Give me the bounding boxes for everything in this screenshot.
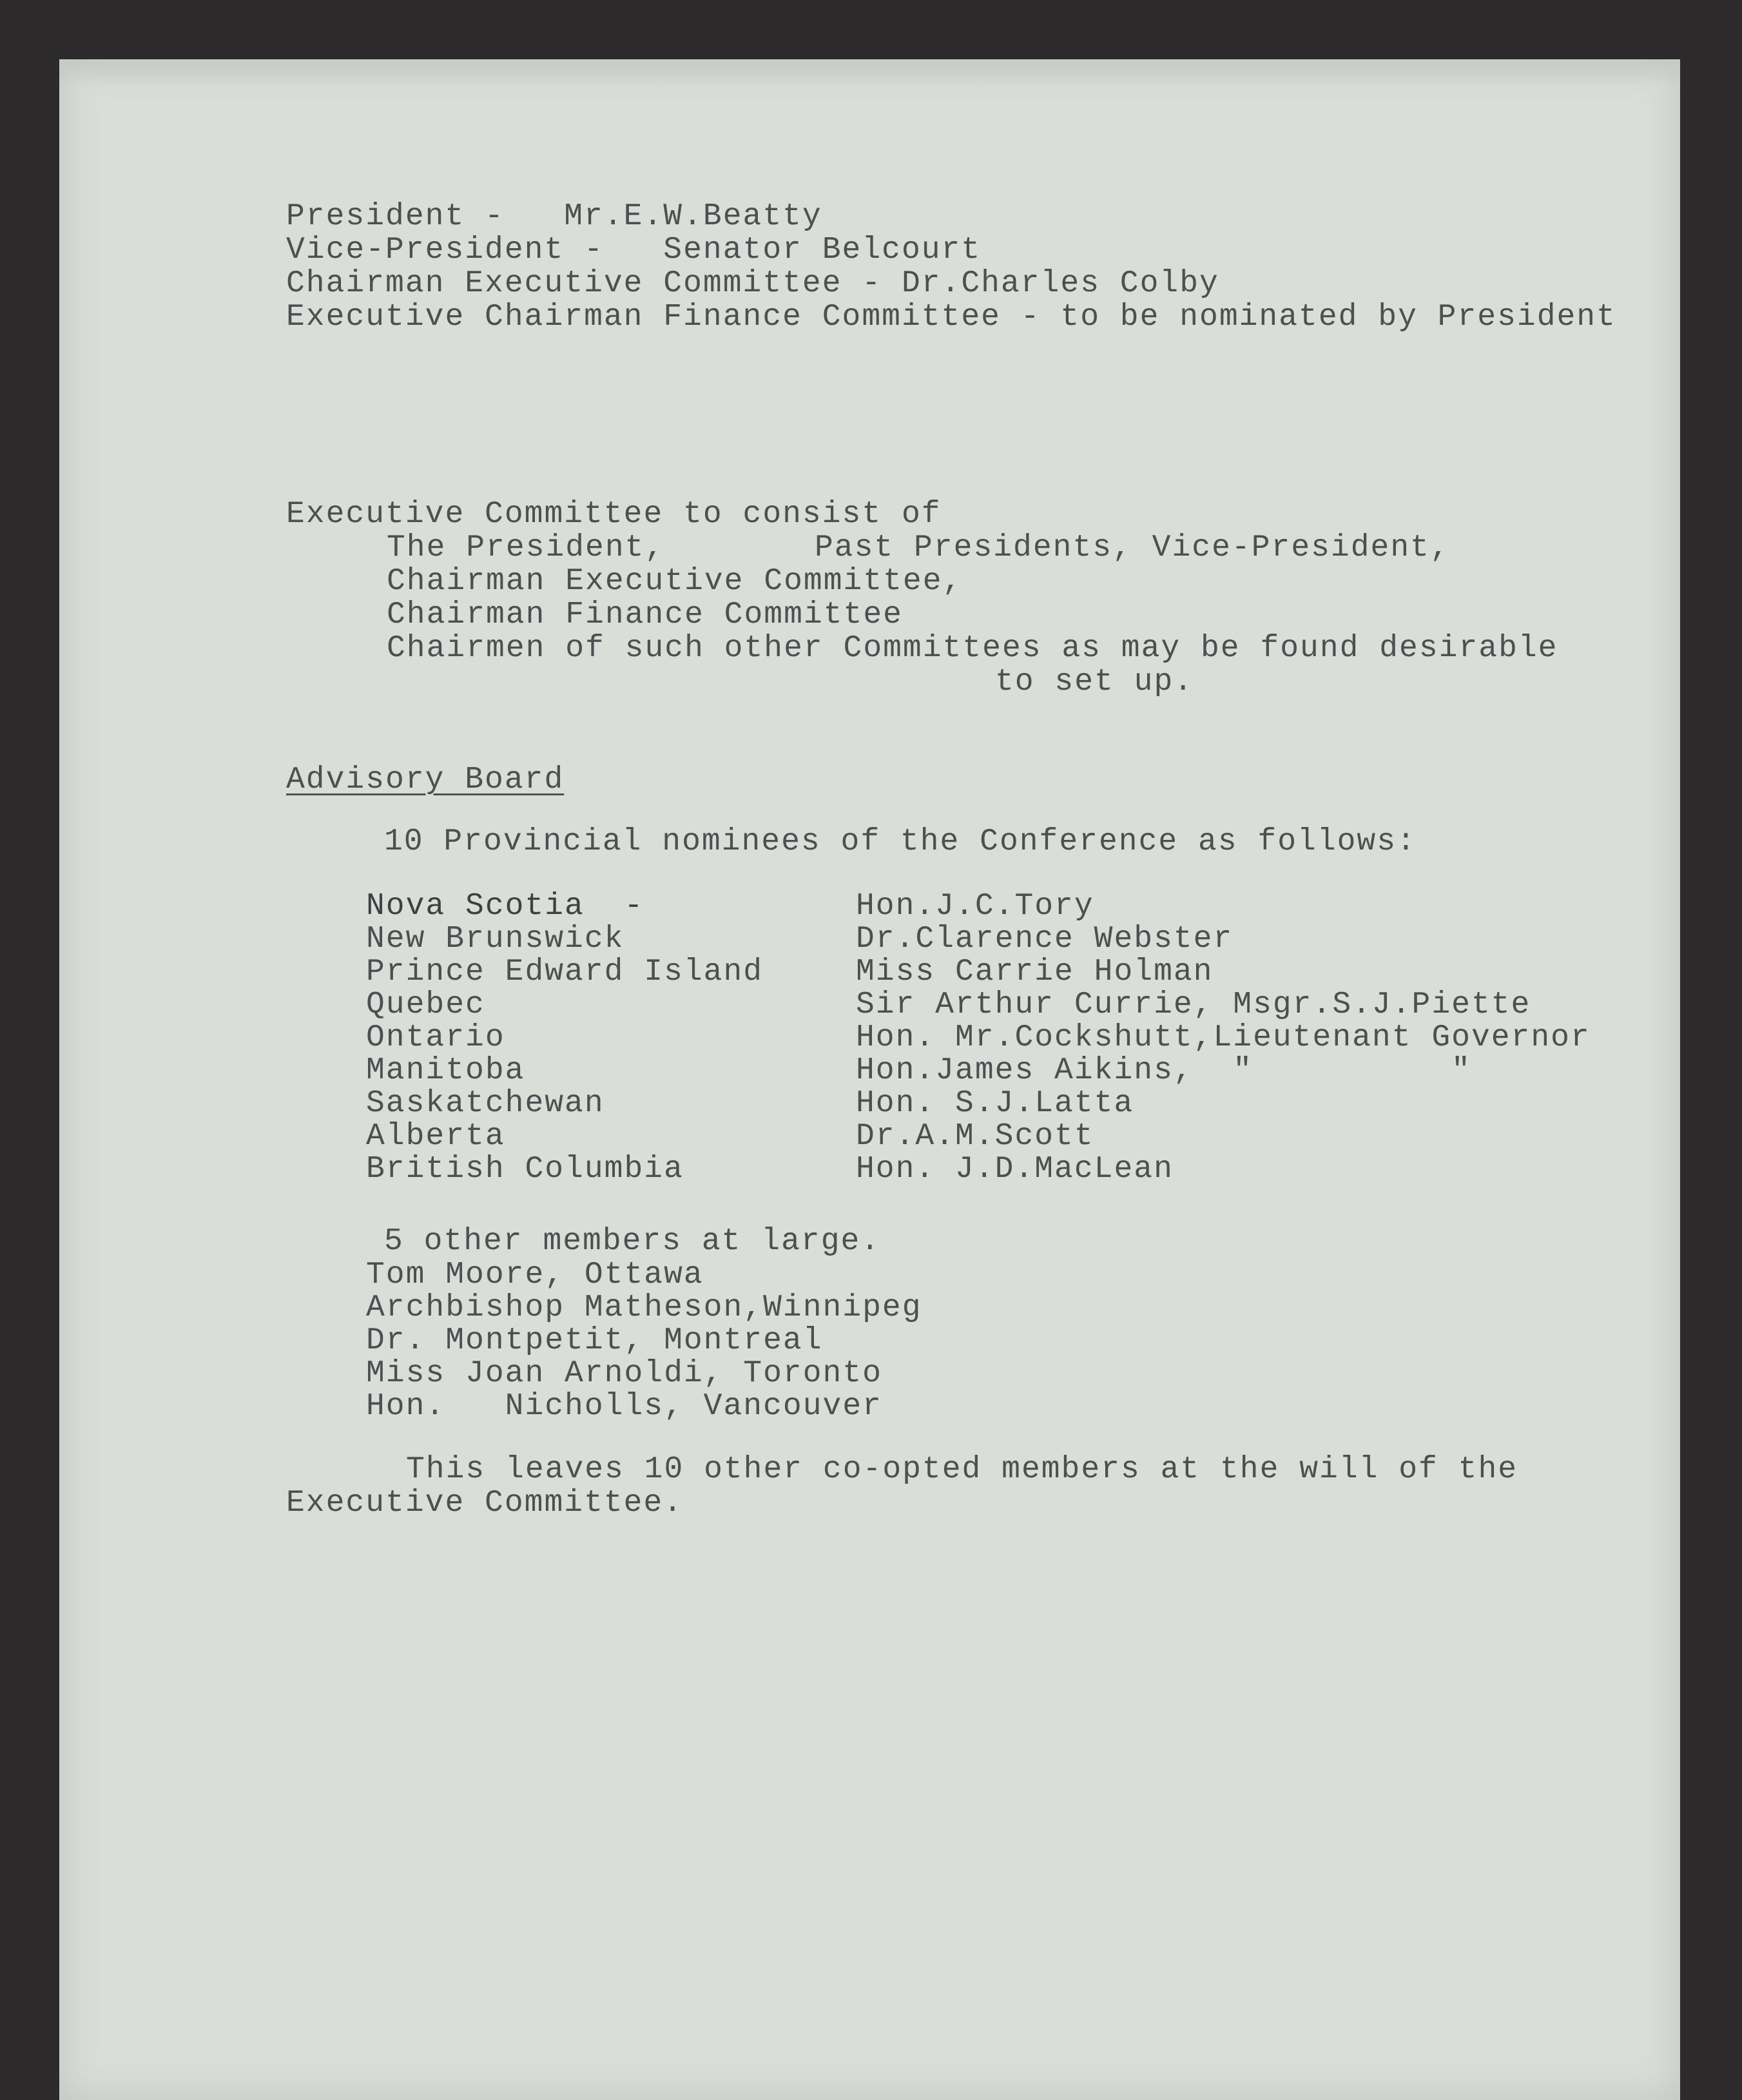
- member-at-large: Hon. Nicholls, Vancouver: [366, 1389, 882, 1424]
- province-nominee: Sir Arthur Currie, Msgr.S.J.Piette: [856, 987, 1531, 1022]
- closing-line-continued: Executive Committee.: [286, 1486, 684, 1521]
- executive-member-chairman-finance: Chairman Finance Committee: [387, 598, 903, 632]
- provincial-nominees-intro: 10 Provincial nominees of the Conference as follows:: [384, 824, 1417, 859]
- executive-member-other-chairmen: Chairmen of such other Committees as may be found desirable: [387, 631, 1558, 666]
- province-name: Manitoba: [366, 1053, 525, 1088]
- province-nominee: Hon. S.J.Latta: [856, 1086, 1134, 1121]
- officer-chairman-finance: Executive Chairman Finance Committee - to be nominated by President: [286, 300, 1616, 335]
- executive-member-chairman-executive: Chairman Executive Committee,: [387, 564, 963, 599]
- members-at-large-intro: 5 other members at large.: [384, 1224, 881, 1259]
- province-name: Saskatchewan: [366, 1086, 605, 1121]
- province-nominee: Dr.A.M.Scott: [856, 1119, 1094, 1154]
- executive-member-other-chairmen-cont: to set up.: [995, 665, 1194, 699]
- province-nominee: Hon.James Aikins, " ": [856, 1053, 1471, 1088]
- province-name: Ontario: [366, 1020, 505, 1055]
- province-name: Nova Scotia -: [366, 889, 644, 924]
- member-at-large: Tom Moore, Ottawa: [366, 1258, 704, 1292]
- province-name: Alberta: [366, 1119, 505, 1154]
- member-at-large: Miss Joan Arnoldi, Toronto: [366, 1356, 882, 1391]
- province-name: Prince Edward Island: [366, 955, 764, 989]
- officer-president: President - Mr.E.W.Beatty: [286, 199, 822, 234]
- advisory-board-heading: Advisory Board: [286, 763, 565, 797]
- officer-vice-president: Vice-President - Senator Belcourt: [286, 233, 982, 267]
- executive-member-president: The President,: [387, 530, 665, 565]
- document-page: [59, 59, 1680, 2100]
- closing-line: This leaves 10 other co-opted members at the will of the: [406, 1452, 1518, 1487]
- member-at-large: Archbishop Matheson,Winnipeg: [366, 1290, 922, 1325]
- executive-member-past-presidents: Past Presidents, Vice-President,: [815, 530, 1450, 565]
- province-name: New Brunswick: [366, 922, 624, 957]
- officer-chairman-executive: Chairman Executive Committee - Dr.Charles Colby: [286, 266, 1219, 301]
- province-nominee: Hon. Mr.Cockshutt,Lieutenant Governor: [856, 1020, 1591, 1055]
- province-nominee: Miss Carrie Holman: [856, 955, 1214, 989]
- executive-committee-intro: Executive Committee to consist of: [286, 497, 942, 532]
- province-nominee: Hon. J.D.MacLean: [856, 1152, 1174, 1187]
- province-name: British Columbia: [366, 1152, 684, 1187]
- province-name: Quebec: [366, 987, 485, 1022]
- member-at-large: Dr. Montpetit, Montreal: [366, 1323, 823, 1358]
- province-nominee: Hon.J.C.Tory: [856, 889, 1094, 924]
- province-nominee: Dr.Clarence Webster: [856, 922, 1234, 957]
